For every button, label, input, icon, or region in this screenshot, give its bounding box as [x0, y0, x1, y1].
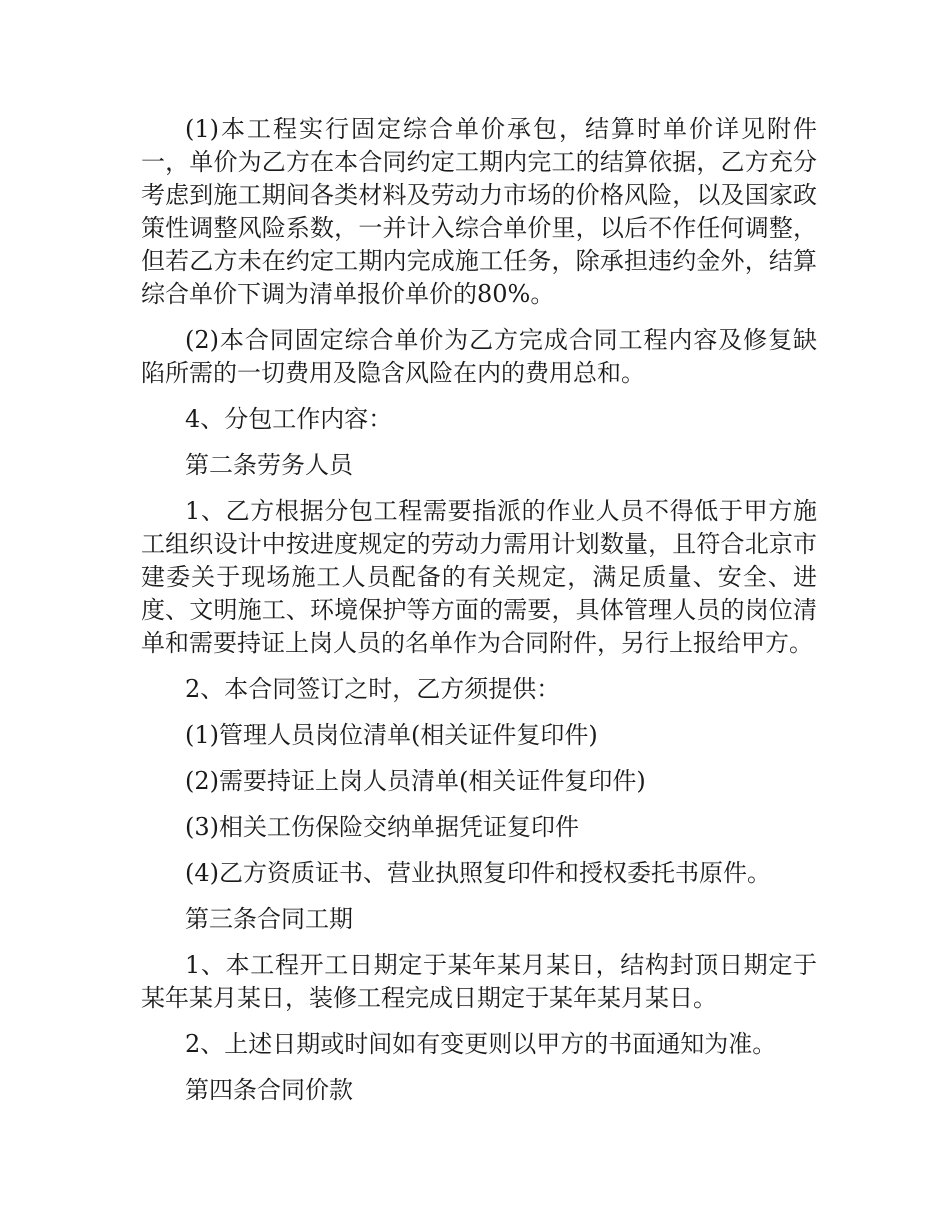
paragraph-personnel-requirements: 1、乙方根据分包工程需要指派的作业人员不得低于甲方施工组织设计中按进度规定的劳动力需用计划数量，且符合北京市建委关于现场施工人员配备的有关规定，满足质量、安全、进度、文明施工、环境保护等方面的需要，具体管理人员的岗位清单和需要持证上岗人员的名单作为合同附件，另行上报给甲方。 [141, 497, 817, 657]
list-item-qualification-certificates: (4)乙方资质证书、营业执照复印件和授权委托书原件。 [185, 859, 771, 887]
paragraph-schedule-changes: 2、上述日期或时间如有变更则以甲方的书面通知为准。 [185, 1030, 777, 1058]
paragraph-unit-price-fixed: (1)本工程实行固定综合单价承包，结算时单价详见附件一，单价为乙方在本合同约定工期内完工的结算依据，乙方充分考虑到施工期间各类材料及劳动力市场的价格风险，以及国家政策性调整风险系数，一并计入综合单价里，以后不作任何调整，但若乙方未在约定工期内完成施工任务，除承担违约金外，结算综合单价下调为清单报价单价的80%。 [141, 115, 817, 308]
paragraph-unit-price-scope: (2)本合同固定综合单价为乙方完成合同工程内容及修复缺陷所需的一切费用及隐含风险在内的费用总和。 [141, 326, 817, 387]
document-body [141, 113, 817, 1120]
section-heading-contract-price: 第四条合同价款 [185, 1076, 353, 1104]
list-item-certified-personnel: (2)需要持证上岗人员清单(相关证件复印件) [185, 767, 646, 795]
paragraph-subcontract-content: 4、分包工作内容： [185, 405, 393, 433]
list-item-injury-insurance: (3)相关工伤保险交纳单据凭证复印件 [185, 813, 579, 841]
section-heading-contract-period: 第三条合同工期 [185, 905, 353, 933]
paragraph-schedule-dates: 1、本工程开工日期定于某年某月某日，结构封顶日期定于某年某月某日，装修工程完成日期定于某年某月某日。 [141, 951, 817, 1012]
section-heading-labor-personnel: 第二条劳务人员 [185, 451, 353, 479]
paragraph-documents-required: 2、本合同签订之时，乙方须提供： [185, 675, 561, 703]
list-item-management-list: (1)管理人员岗位清单(相关证件复印件) [185, 721, 598, 749]
